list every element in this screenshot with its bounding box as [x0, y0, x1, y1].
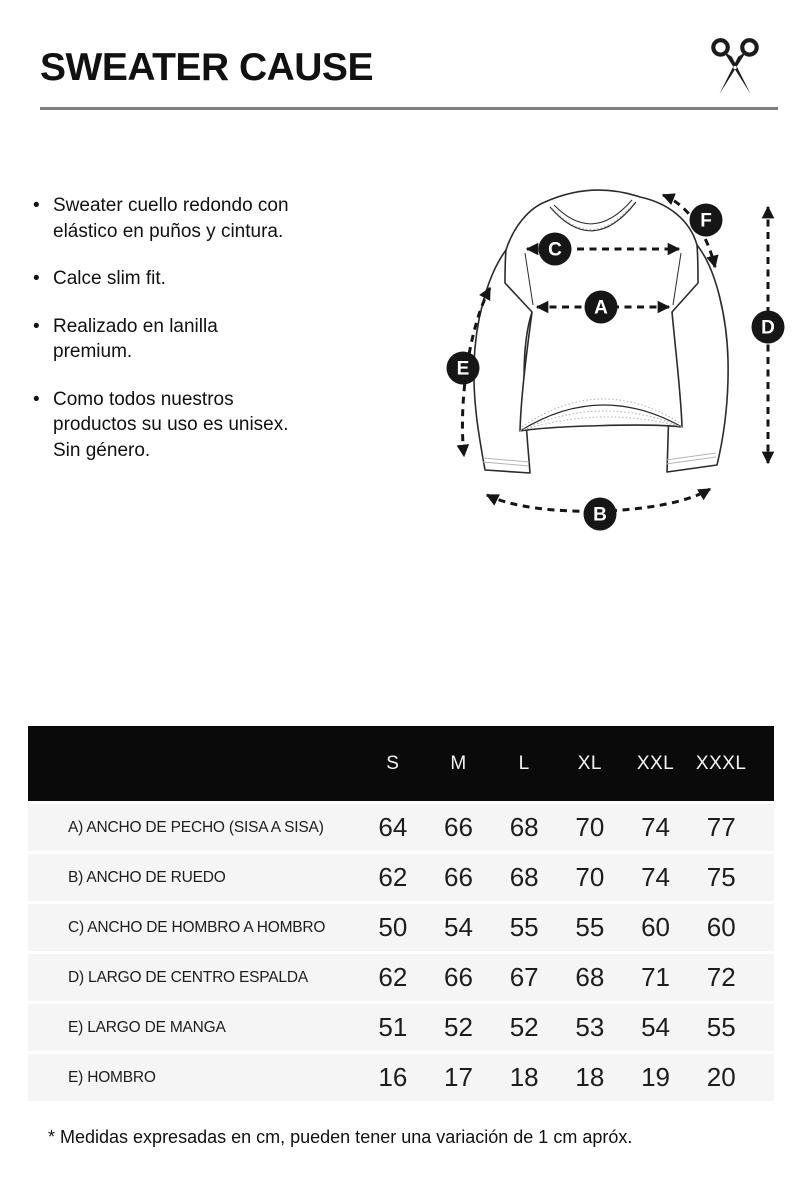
table-row [28, 1054, 774, 1101]
cell-value: 70 [575, 862, 605, 892]
cell-value: 16 [378, 1062, 408, 1092]
bullet-icon: • [33, 388, 40, 410]
row-label: C) ANCHO DE HOMBRO A HOMBRO [68, 918, 326, 936]
cell-value: 74 [641, 862, 670, 892]
list-item [33, 266, 363, 292]
cell-value: 68 [509, 812, 539, 842]
cell-value: 66 [444, 862, 473, 892]
cell-value: 74 [641, 812, 670, 842]
cell-value: 68 [575, 962, 605, 992]
cell-value: 75 [706, 862, 736, 892]
cell-value: 68 [509, 862, 539, 892]
cell-value: 62 [378, 862, 408, 892]
column-header-xxxl: XXXL [695, 752, 747, 774]
cell-value: 52 [444, 1012, 473, 1042]
cell-value: 72 [706, 962, 736, 992]
cell-value: 19 [641, 1062, 670, 1092]
cell-value: 64 [378, 812, 408, 842]
svg-text:C: C [548, 239, 562, 261]
feature-list [33, 193, 363, 485]
cell-value: 60 [706, 912, 736, 942]
row-label: E) LARGO DE MANGA [68, 1018, 226, 1036]
cell-value: 67 [509, 962, 539, 992]
feature-text: Sweater cuello redondo con elástico en puños y cintura. [53, 195, 289, 242]
column-header-s: S [386, 752, 400, 774]
table-row [28, 904, 774, 951]
cell-value: 66 [444, 812, 473, 842]
bullet-icon: • [33, 315, 40, 337]
column-header-l: L [518, 752, 530, 774]
bullet-icon: • [33, 195, 40, 216]
cell-value: 18 [509, 1062, 539, 1092]
column-header-xxl: XXL [636, 752, 675, 774]
sweater-measurement-diagram [420, 165, 800, 555]
list-item [33, 314, 363, 365]
cell-value: 55 [706, 1012, 736, 1042]
size-table-header [28, 726, 774, 801]
cell-value: 54 [444, 912, 473, 942]
cell-value: 62 [378, 962, 408, 992]
feature-text: Como todos nuestros productos su uso es unisex. Sin género. [53, 388, 289, 461]
svg-text:B: B [593, 504, 607, 526]
feature-text: Realizado en lanilla premium. [53, 315, 218, 362]
cell-value: 71 [641, 962, 670, 992]
svg-text:A: A [594, 297, 608, 319]
cell-value: 20 [706, 1062, 736, 1092]
cell-value: 50 [378, 912, 408, 942]
table-row [28, 954, 774, 1001]
page-title: SWEATER CAUSE [40, 46, 373, 89]
table-row [28, 804, 774, 851]
row-label: A) ANCHO DE PECHO (SISA A SISA) [68, 818, 324, 836]
cell-value: 18 [575, 1062, 605, 1092]
column-header-xl: XL [577, 752, 602, 774]
measurement-disclaimer: * Medidas expresadas en cm, pueden tener una variación de 1 cm apróx. [48, 1127, 633, 1147]
table-row [28, 854, 774, 901]
bullet-icon: • [33, 268, 40, 289]
list-item [33, 387, 363, 464]
cell-value: 66 [444, 962, 473, 992]
row-label: D) LARGO DE CENTRO ESPALDA [68, 968, 308, 986]
size-table [28, 726, 774, 1104]
cell-value: 53 [575, 1012, 605, 1042]
svg-text:F: F [700, 210, 712, 232]
cell-value: 51 [378, 1012, 408, 1042]
cell-value: 55 [509, 912, 539, 942]
cell-value: 54 [641, 1012, 670, 1042]
scissors-icon [704, 36, 766, 96]
cell-value: 52 [509, 1012, 539, 1042]
list-item [33, 193, 363, 244]
table-row [28, 1004, 774, 1051]
svg-text:E: E [456, 358, 470, 380]
row-label: E) HOMBRO [68, 1068, 156, 1086]
svg-text:D: D [761, 317, 775, 339]
feature-text: Calce slim fit. [53, 268, 166, 289]
row-label: B) ANCHO DE RUEDO [68, 868, 226, 886]
column-header-m: M [450, 752, 467, 774]
cell-value: 77 [706, 812, 736, 842]
cell-value: 17 [444, 1062, 473, 1092]
header-divider [40, 107, 778, 110]
cell-value: 60 [641, 912, 670, 942]
cell-value: 70 [575, 812, 605, 842]
cell-value: 55 [575, 912, 605, 942]
